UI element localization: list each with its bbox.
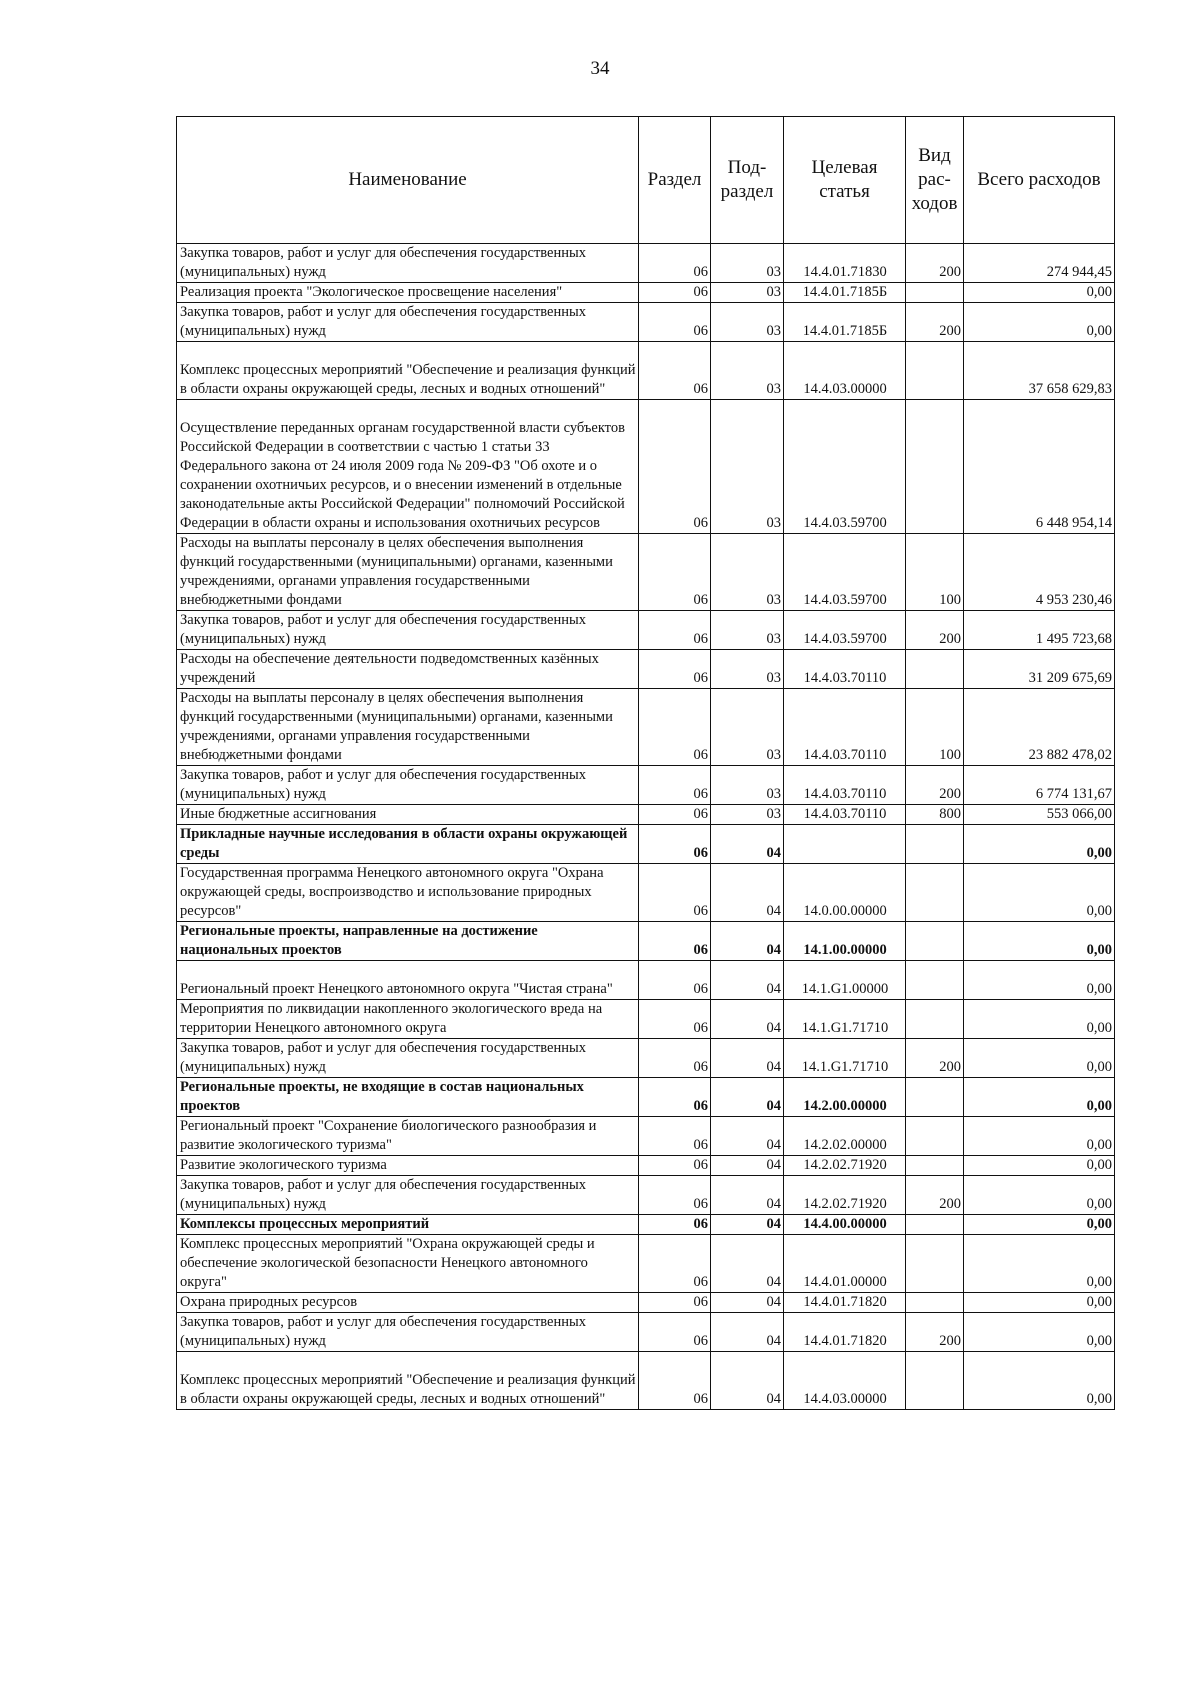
cell-section: 06 [639, 534, 711, 611]
cell-section: 06 [639, 283, 711, 303]
cell-target: 14.4.03.59700 [784, 400, 906, 534]
cell-target: 14.2.02.00000 [784, 1117, 906, 1156]
cell-total: 0,00 [964, 1000, 1115, 1039]
table-row [177, 1176, 1115, 1215]
cell-type: 800 [906, 805, 964, 825]
cell-type [906, 1235, 964, 1293]
table-row [177, 1156, 1115, 1176]
table-row [177, 1235, 1115, 1293]
cell-type: 200 [906, 303, 964, 342]
cell-target: 14.4.03.00000 [784, 1352, 906, 1410]
table-row [177, 1313, 1115, 1352]
cell-section: 06 [639, 922, 711, 961]
table-row [177, 283, 1115, 303]
cell-section: 06 [639, 1293, 711, 1313]
cell-name: Мероприятия по ликвидации накопленного экологического вреда на территории Ненецкого автономного округа [177, 1000, 639, 1039]
table-body [177, 244, 1115, 1410]
cell-total: 0,00 [964, 1078, 1115, 1117]
cell-total: 31 209 675,69 [964, 650, 1115, 689]
cell-subsection: 04 [711, 1215, 784, 1235]
cell-target: 14.4.03.59700 [784, 611, 906, 650]
cell-name: Региональный проект Ненецкого автономного округа "Чистая страна" [177, 961, 639, 1000]
cell-target: 14.1.G1.71710 [784, 1039, 906, 1078]
cell-name: Осуществление переданных органам государственной власти субъектов Российской Федерации в соответствии с частью 1 статьи 33 Федерального закона от 24 июля 2009 года № 209-ФЗ "Об охоте и о сохранении охотничьих ресурсов, и о внесении изменений в отдельные законодательные акты Российской Федерации" полномочий Российской Федерации в области охраны и использования охотничьих ресурсов [177, 400, 639, 534]
cell-subsection: 03 [711, 805, 784, 825]
cell-name: Охрана природных ресурсов [177, 1293, 639, 1313]
table-row [177, 864, 1115, 922]
header-type: Вид рас- ходов [906, 117, 964, 244]
cell-type [906, 864, 964, 922]
cell-section: 06 [639, 1235, 711, 1293]
page-number: 34 [590, 58, 610, 79]
cell-type [906, 825, 964, 864]
cell-name: Закупка товаров, работ и услуг для обеспечения государственных (муниципальных) нужд [177, 766, 639, 805]
cell-total: 23 882 478,02 [964, 689, 1115, 766]
cell-section: 06 [639, 825, 711, 864]
cell-type: 100 [906, 534, 964, 611]
cell-name: Закупка товаров, работ и услуг для обеспечения государственных (муниципальных) нужд [177, 1313, 639, 1352]
cell-total: 0,00 [964, 303, 1115, 342]
cell-total: 553 066,00 [964, 805, 1115, 825]
cell-subsection: 03 [711, 534, 784, 611]
cell-total: 0,00 [964, 1176, 1115, 1215]
header-target: Целевая статья [784, 117, 906, 244]
cell-total: 0,00 [964, 1293, 1115, 1313]
cell-name: Региональный проект "Сохранение биологического разнообразия и развитие экологического туризма" [177, 1117, 639, 1156]
cell-name: Закупка товаров, работ и услуг для обеспечения государственных (муниципальных) нужд [177, 244, 639, 283]
table-row [177, 1215, 1115, 1235]
table-row [177, 534, 1115, 611]
cell-target: 14.4.01.7185Б [784, 303, 906, 342]
cell-subsection: 04 [711, 864, 784, 922]
table-row [177, 1078, 1115, 1117]
cell-section: 06 [639, 244, 711, 283]
cell-name: Государственная программа Ненецкого автономного округа "Охрана окружающей среды, воспроизводство и использование природных ресурсов" [177, 864, 639, 922]
table-row [177, 1293, 1115, 1313]
header-total: Всего расходов [964, 117, 1115, 244]
cell-type [906, 1215, 964, 1235]
cell-total: 274 944,45 [964, 244, 1115, 283]
cell-subsection: 03 [711, 342, 784, 400]
cell-section: 06 [639, 611, 711, 650]
table-row [177, 1117, 1115, 1156]
cell-name: Закупка товаров, работ и услуг для обеспечения государственных (муниципальных) нужд [177, 611, 639, 650]
cell-name: Региональные проекты, направленные на достижение национальных проектов [177, 922, 639, 961]
cell-target: 14.4.00.00000 [784, 1215, 906, 1235]
cell-type [906, 1000, 964, 1039]
cell-section: 06 [639, 1039, 711, 1078]
cell-name: Закупка товаров, работ и услуг для обеспечения государственных (муниципальных) нужд [177, 303, 639, 342]
cell-target: 14.4.01.71820 [784, 1293, 906, 1313]
cell-subsection: 04 [711, 1156, 784, 1176]
cell-type [906, 1078, 964, 1117]
cell-subsection: 04 [711, 1235, 784, 1293]
cell-section: 06 [639, 1156, 711, 1176]
table-row [177, 342, 1115, 400]
cell-total: 6 774 131,67 [964, 766, 1115, 805]
cell-name: Реализация проекта "Экологическое просвещение населения" [177, 283, 639, 303]
cell-type: 100 [906, 689, 964, 766]
cell-type: 200 [906, 244, 964, 283]
table-row [177, 400, 1115, 534]
cell-subsection: 03 [711, 400, 784, 534]
table-row [177, 766, 1115, 805]
cell-section: 06 [639, 805, 711, 825]
cell-name: Комплексы процессных мероприятий [177, 1215, 639, 1235]
cell-type: 200 [906, 1176, 964, 1215]
table-row [177, 922, 1115, 961]
cell-target: 14.4.01.00000 [784, 1235, 906, 1293]
cell-subsection: 04 [711, 1039, 784, 1078]
cell-name: Расходы на выплаты персоналу в целях обеспечения выполнения функций государственными (муниципальными) органами, казенными учреждениями, органами управления государственными внебюджетными фондами [177, 689, 639, 766]
cell-type [906, 1156, 964, 1176]
cell-target: 14.1.00.00000 [784, 922, 906, 961]
cell-type: 200 [906, 1039, 964, 1078]
cell-subsection: 04 [711, 1352, 784, 1410]
cell-subsection: 04 [711, 825, 784, 864]
table-row [177, 1352, 1115, 1410]
cell-section: 06 [639, 1078, 711, 1117]
cell-target: 14.4.03.70110 [784, 805, 906, 825]
cell-type [906, 1293, 964, 1313]
cell-target: 14.4.01.7185Б [784, 283, 906, 303]
cell-section: 06 [639, 766, 711, 805]
cell-subsection: 04 [711, 1293, 784, 1313]
cell-target: 14.4.03.70110 [784, 766, 906, 805]
cell-name: Прикладные научные исследования в области охраны окружающей среды [177, 825, 639, 864]
table-row [177, 1000, 1115, 1039]
header-name: Наименование [177, 117, 639, 244]
table-row [177, 611, 1115, 650]
cell-total: 0,00 [964, 1215, 1115, 1235]
table-row [177, 650, 1115, 689]
cell-name: Комплекс процессных мероприятий "Обеспечение и реализация функций в области охраны окружающей среды, лесных и водных отношений" [177, 1352, 639, 1410]
cell-subsection: 04 [711, 1078, 784, 1117]
header-subsection: Под- раздел [711, 117, 784, 244]
table-row [177, 303, 1115, 342]
cell-target: 14.1.G1.00000 [784, 961, 906, 1000]
cell-section: 06 [639, 650, 711, 689]
cell-subsection: 04 [711, 961, 784, 1000]
cell-name: Комплекс процессных мероприятий "Обеспечение и реализация функций в области охраны окружающей среды, лесных и водных отношений" [177, 342, 639, 400]
cell-name: Закупка товаров, работ и услуг для обеспечения государственных (муниципальных) нужд [177, 1039, 639, 1078]
cell-name: Развитие экологического туризма [177, 1156, 639, 1176]
cell-type [906, 922, 964, 961]
cell-name: Расходы на обеспечение деятельности подведомственных казённых учреждений [177, 650, 639, 689]
cell-subsection: 03 [711, 766, 784, 805]
cell-target: 14.4.03.59700 [784, 534, 906, 611]
cell-name: Закупка товаров, работ и услуг для обеспечения государственных (муниципальных) нужд [177, 1176, 639, 1215]
cell-section: 06 [639, 864, 711, 922]
table-row [177, 1039, 1115, 1078]
cell-total: 0,00 [964, 1235, 1115, 1293]
cell-target: 14.4.01.71830 [784, 244, 906, 283]
table-row [177, 961, 1115, 1000]
table-header-row [177, 117, 1115, 244]
table-row [177, 244, 1115, 283]
cell-subsection: 03 [711, 244, 784, 283]
cell-subsection: 03 [711, 283, 784, 303]
cell-total: 0,00 [964, 922, 1115, 961]
cell-total: 0,00 [964, 1039, 1115, 1078]
cell-name: Расходы на выплаты персоналу в целях обеспечения выполнения функций государственными (муниципальными) органами, казенными учреждениями, органами управления государственными внебюджетными фондами [177, 534, 639, 611]
cell-section: 06 [639, 1000, 711, 1039]
cell-target: 14.4.01.71820 [784, 1313, 906, 1352]
cell-type [906, 400, 964, 534]
cell-total: 4 953 230,46 [964, 534, 1115, 611]
cell-total: 6 448 954,14 [964, 400, 1115, 534]
cell-section: 06 [639, 689, 711, 766]
cell-subsection: 04 [711, 1176, 784, 1215]
cell-target: 14.4.03.70110 [784, 650, 906, 689]
cell-target: 14.2.02.71920 [784, 1156, 906, 1176]
cell-target: 14.0.00.00000 [784, 864, 906, 922]
cell-section: 06 [639, 1352, 711, 1410]
cell-section: 06 [639, 1117, 711, 1156]
cell-type [906, 1117, 964, 1156]
cell-total: 0,00 [964, 283, 1115, 303]
cell-target: 14.1.G1.71710 [784, 1000, 906, 1039]
cell-section: 06 [639, 1215, 711, 1235]
table-row [177, 689, 1115, 766]
header-section: Раздел [639, 117, 711, 244]
cell-section: 06 [639, 1176, 711, 1215]
cell-type [906, 342, 964, 400]
budget-table [176, 116, 1115, 1410]
table-row [177, 805, 1115, 825]
cell-name: Иные бюджетные ассигнования [177, 805, 639, 825]
cell-total: 0,00 [964, 1156, 1115, 1176]
cell-section: 06 [639, 400, 711, 534]
cell-type [906, 283, 964, 303]
cell-subsection: 04 [711, 1313, 784, 1352]
cell-name: Комплекс процессных мероприятий "Охрана окружающей среды и обеспечение экологической безопасности Ненецкого автономного округа" [177, 1235, 639, 1293]
cell-subsection: 03 [711, 611, 784, 650]
cell-total: 0,00 [964, 1352, 1115, 1410]
cell-total: 0,00 [964, 1313, 1115, 1352]
cell-type [906, 650, 964, 689]
cell-target: 14.4.03.70110 [784, 689, 906, 766]
cell-subsection: 03 [711, 650, 784, 689]
cell-subsection: 04 [711, 922, 784, 961]
cell-name: Региональные проекты, не входящие в состав национальных проектов [177, 1078, 639, 1117]
cell-total: 37 658 629,83 [964, 342, 1115, 400]
cell-type: 200 [906, 611, 964, 650]
cell-section: 06 [639, 342, 711, 400]
cell-total: 0,00 [964, 1117, 1115, 1156]
cell-section: 06 [639, 303, 711, 342]
cell-total: 0,00 [964, 961, 1115, 1000]
cell-type: 200 [906, 766, 964, 805]
cell-subsection: 04 [711, 1000, 784, 1039]
cell-type [906, 961, 964, 1000]
cell-subsection: 04 [711, 1117, 784, 1156]
cell-subsection: 03 [711, 303, 784, 342]
cell-target: 14.2.02.71920 [784, 1176, 906, 1215]
cell-type: 200 [906, 1313, 964, 1352]
cell-target: 14.4.03.00000 [784, 342, 906, 400]
table-row [177, 825, 1115, 864]
cell-section: 06 [639, 961, 711, 1000]
cell-total: 0,00 [964, 825, 1115, 864]
cell-target: 14.2.00.00000 [784, 1078, 906, 1117]
cell-total: 1 495 723,68 [964, 611, 1115, 650]
cell-subsection: 03 [711, 689, 784, 766]
cell-target [784, 825, 906, 864]
cell-section: 06 [639, 1313, 711, 1352]
cell-total: 0,00 [964, 864, 1115, 922]
cell-type [906, 1352, 964, 1410]
